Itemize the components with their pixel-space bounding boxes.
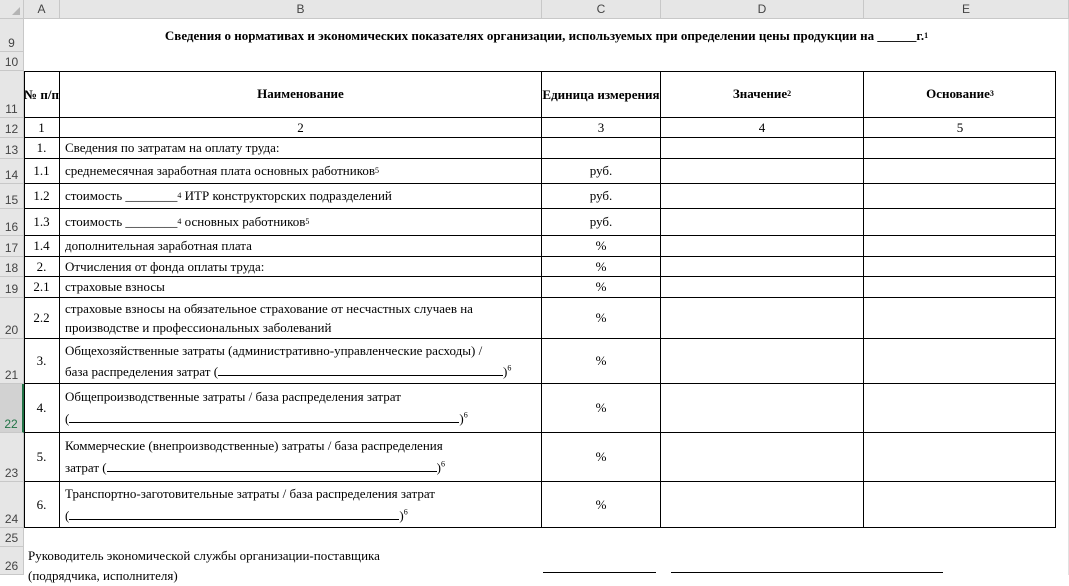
table-row-basis[interactable] — [864, 138, 1056, 159]
table-row-name-line: Общепроизводственные затраты / база распределения затрат — [65, 389, 401, 404]
table-row-num[interactable]: 1.1 — [24, 159, 60, 184]
column-header-a[interactable]: A — [24, 0, 60, 19]
table-row-name-line: Коммерческие (внепроизводственные) затраты / база распределения — [65, 438, 443, 453]
row-header-14[interactable]: 14 — [0, 159, 24, 184]
header-value[interactable]: Значение 2 — [661, 71, 864, 118]
table-row-name-text: стоимость ________ — [65, 188, 178, 203]
row-header-26[interactable]: 26 — [0, 547, 24, 575]
line-text: затрат ( — [65, 460, 107, 475]
blank-underline — [69, 410, 459, 423]
row-header-9[interactable]: 9 — [0, 19, 24, 52]
table-row-name-text: основных работников — [181, 214, 306, 229]
table-row-value[interactable] — [661, 236, 864, 257]
table-row-name[interactable]: стоимость ________ 4 основных работников 5 — [60, 209, 542, 236]
table-row-num[interactable]: 2. — [24, 257, 60, 277]
table-row-basis[interactable] — [864, 159, 1056, 184]
sheet-title[interactable]: Сведения о нормативах и экономических показателях организации, используемых при определении цены продукции на ______г. 1 — [24, 19, 1069, 52]
table-row-num[interactable]: 5. — [24, 433, 60, 482]
table-row-value[interactable] — [661, 184, 864, 209]
row-header-12[interactable]: 12 — [0, 118, 24, 138]
colnum-4[interactable]: 4 — [661, 118, 864, 138]
table-row-num[interactable]: 4. — [24, 384, 60, 433]
table-row-name[interactable] — [60, 298, 542, 339]
footnote-mark: 6 — [440, 459, 445, 469]
table-row-num[interactable]: 3. — [24, 339, 60, 384]
table-row-name[interactable]: дополнительная заработная плата — [60, 236, 542, 257]
table-row-basis[interactable] — [864, 433, 1056, 482]
row-header-25[interactable]: 25 — [0, 528, 24, 547]
table-row-name-text: стоимость ________ — [65, 214, 178, 229]
table-row-value[interactable] — [661, 339, 864, 384]
footnote-mark: 6 — [403, 507, 408, 517]
table-row-name-line: затрат ( )$^6$ — [65, 459, 445, 475]
table-row-name[interactable]: стоимость ________ 4 ИТР конструкторских подразделений — [60, 184, 542, 209]
table-row-basis[interactable] — [864, 298, 1056, 339]
table-row-name-line: ( )$^6$ — [65, 410, 468, 426]
table-row-num[interactable]: 2.2 — [24, 298, 60, 339]
column-header-b[interactable]: B — [60, 0, 542, 19]
table-row-basis[interactable] — [864, 339, 1056, 384]
table-row-basis[interactable] — [864, 257, 1056, 277]
row-header-18[interactable]: 18 — [0, 257, 24, 277]
table-row-name[interactable]: Сведения по затратам на оплату труда: — [60, 138, 542, 159]
line-text: ( — [65, 411, 70, 426]
table-row-basis[interactable] — [864, 209, 1056, 236]
table-row-unit[interactable]: % — [542, 277, 661, 298]
table-row-value[interactable] — [661, 298, 864, 339]
row-header-16[interactable]: 16 — [0, 209, 24, 236]
row-header-19[interactable]: 19 — [0, 277, 24, 298]
table-row-basis[interactable] — [864, 482, 1056, 528]
table-row-unit[interactable]: % — [542, 339, 661, 384]
column-header-d[interactable]: D — [661, 0, 864, 19]
table-row-value[interactable] — [661, 433, 864, 482]
header-basis[interactable]: Основание 3 — [864, 71, 1056, 118]
table-row-name-text: среднемесячная заработная плата основных работников — [65, 163, 376, 178]
table-row-unit[interactable]: руб. — [542, 159, 661, 184]
select-all-triangle-icon — [12, 7, 20, 15]
row-header-17[interactable]: 17 — [0, 236, 24, 257]
table-row-unit[interactable]: % — [542, 384, 661, 433]
blank-underline — [218, 363, 503, 376]
table-row-name[interactable]: страховые взносы — [60, 277, 542, 298]
line-text: ( — [65, 507, 70, 523]
table-row-unit[interactable]: % — [542, 482, 661, 528]
table-row-num[interactable]: 1.2 — [24, 184, 60, 209]
footnote-mark: 6 — [463, 410, 468, 420]
table-row-basis[interactable] — [864, 236, 1056, 257]
header-basis-text: Основание — [926, 86, 990, 101]
table-row-name[interactable] — [60, 339, 542, 384]
table-row-unit[interactable]: % — [542, 298, 661, 339]
column-header-c[interactable]: C — [542, 0, 661, 19]
sheet-title-text: Сведения о нормативах и экономических показателях организации, используемых при определении цены продукции на ______г. — [164, 27, 925, 43]
row-header-15[interactable]: 15 — [0, 184, 24, 209]
colnum-3[interactable]: 3 — [542, 118, 661, 138]
header-name-text: Наименование — [257, 86, 344, 101]
table-row-value[interactable] — [661, 138, 864, 159]
table-row-unit[interactable] — [542, 138, 661, 159]
footnote-mark: 6 — [507, 363, 512, 373]
table-row-name-line: ( )$^6$ — [65, 507, 408, 523]
table-row-unit[interactable]: % — [542, 257, 661, 277]
footer-signatory-title[interactable]: Руководитель экономической службы организации-поставщика — [28, 548, 380, 563]
table-row-unit[interactable]: руб. — [542, 184, 661, 209]
table-row-value[interactable] — [661, 277, 864, 298]
row-header-11[interactable]: 11 — [0, 71, 24, 118]
row-header-22[interactable]: 22 — [0, 384, 24, 433]
colnum-2[interactable]: 2 — [60, 118, 542, 138]
header-num-text: № п/п — [24, 86, 59, 102]
table-row-name-line: Транспортно-заготовительные затраты / база распределения затрат — [65, 485, 435, 501]
column-header-e[interactable]: E — [864, 0, 1069, 19]
blank-underline — [107, 459, 437, 472]
colnum-5[interactable]: 5 — [864, 118, 1056, 138]
header-num[interactable] — [24, 71, 60, 118]
table-row-name[interactable]: Отчисления от фонда оплаты труда: — [60, 257, 542, 277]
blank-underline — [69, 507, 399, 520]
table-row-num[interactable]: 2.1 — [24, 277, 60, 298]
table-row-basis[interactable] — [864, 277, 1056, 298]
table-row-unit[interactable]: % — [542, 236, 661, 257]
header-value-text: Значение — [732, 86, 788, 101]
name-line — [671, 572, 943, 573]
table-row-name[interactable] — [60, 384, 542, 433]
table-row-name[interactable] — [60, 482, 542, 528]
row-header-13[interactable]: 13 — [0, 138, 24, 159]
line-text: база распределения затрат ( — [65, 364, 219, 379]
row-header-21[interactable]: 21 — [0, 339, 24, 384]
table-row-name[interactable] — [60, 433, 542, 482]
table-row-name-line: база распределения затрат ( )$^6$ — [65, 363, 512, 379]
signature-line — [543, 572, 656, 573]
select-all-corner[interactable] — [0, 0, 24, 19]
table-row-name-line: страховые взносы на обязательное страхование от несчастных случаев на — [65, 301, 473, 316]
table-row-value[interactable] — [661, 384, 864, 433]
table-row-name-line: Общехозяйственные затраты (административно-управленческие расходы) / — [65, 343, 483, 358]
header-unit[interactable] — [542, 71, 661, 118]
table-row-value[interactable] — [661, 159, 864, 184]
row-header-10[interactable]: 10 — [0, 52, 24, 71]
colnum-1[interactable]: 1 — [24, 118, 60, 138]
row-header-23[interactable]: 23 — [0, 433, 24, 482]
table-row-name-text: ИТР конструкторских подразделений — [181, 188, 392, 203]
table-row-name-line: производстве и профессиональных заболеваний — [65, 320, 332, 335]
table-row-num[interactable]: 1.4 — [24, 236, 60, 257]
table-row-unit[interactable]: руб. — [542, 209, 661, 236]
table-row-value[interactable] — [661, 482, 864, 528]
table-row-num[interactable]: 1.3 — [24, 209, 60, 236]
row-header-20[interactable]: 20 — [0, 298, 24, 339]
table-row-basis[interactable] — [864, 184, 1056, 209]
footer-signatory-subtitle[interactable]: (подрядчика, исполнителя) — [28, 568, 178, 583]
header-name[interactable] — [60, 71, 542, 118]
table-row-num[interactable]: 1. — [24, 138, 60, 159]
table-row-basis[interactable] — [864, 384, 1056, 433]
table-row-value[interactable] — [661, 257, 864, 277]
table-row-num[interactable]: 6. — [24, 482, 60, 528]
header-unit-text: Единица измерения — [542, 86, 660, 102]
table-row-value[interactable] — [661, 209, 864, 236]
table-row-unit[interactable]: % — [542, 433, 661, 482]
row-header-24[interactable]: 24 — [0, 482, 24, 528]
table-row-name[interactable]: среднемесячная заработная плата основных работников 5 — [60, 159, 542, 184]
